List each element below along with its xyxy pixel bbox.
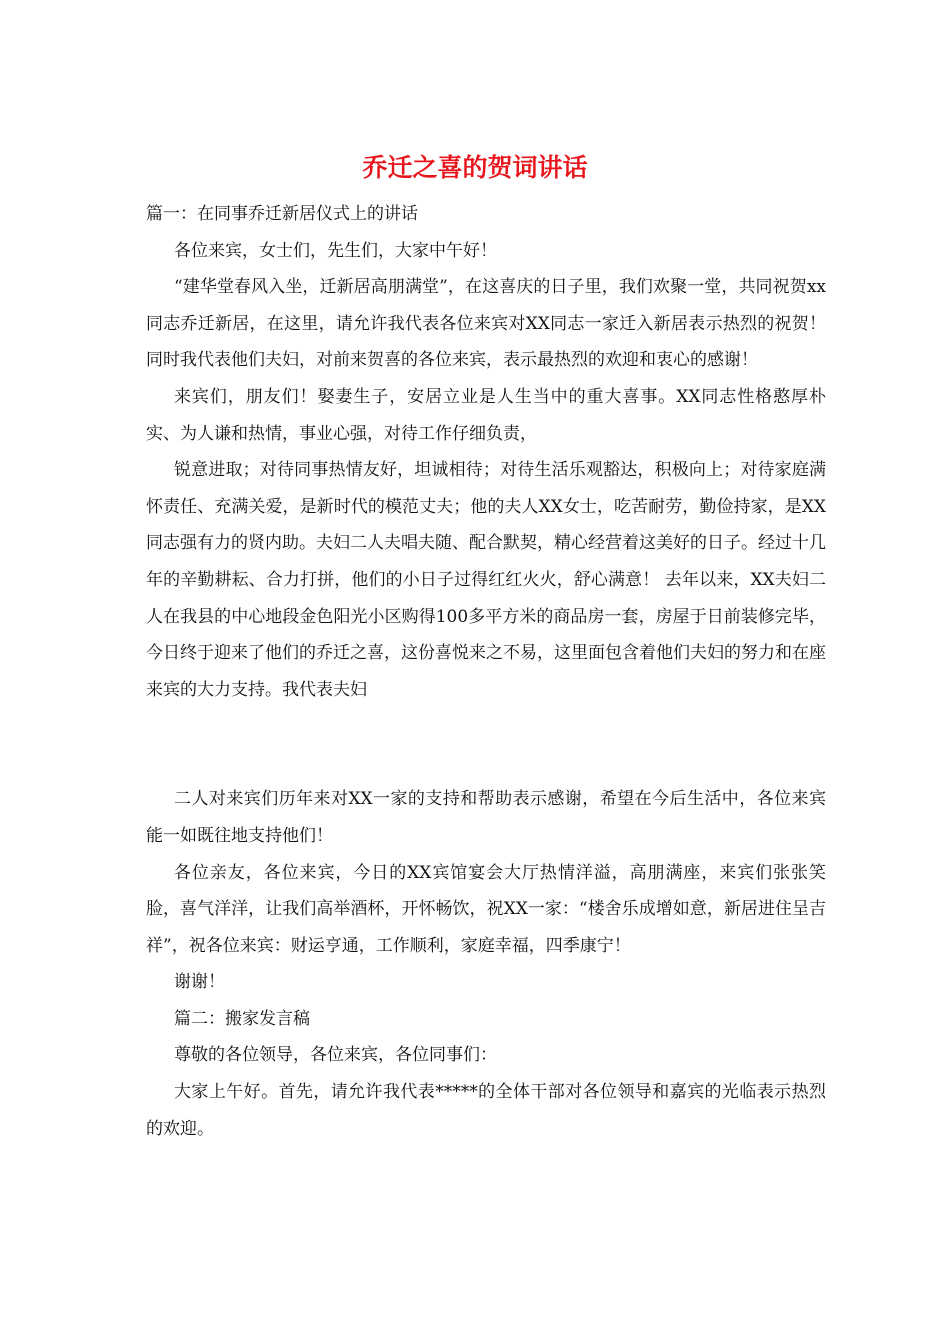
page-gap	[146, 708, 826, 781]
paragraph: 各位来宾，女士们，先生们，大家中午好！	[174, 240, 497, 261]
document-title: 乔迁之喜的贺词讲话	[362, 153, 588, 182]
paragraph: 尊敬的各位领导，各位来宾，各位同事们：	[174, 1045, 497, 1066]
paragraph: 二人对来宾们历年来对XX一家的支持和帮助表示感谢，希望在今后生活中，各位来宾能一如既往地支持他们！	[146, 789, 826, 846]
paragraph: 谢谢！	[174, 972, 225, 993]
paragraph: “建华堂春风入坐，迁新居高朋满堂”，在这喜庆的日子里，我们欢聚一堂，共同祝贺xx同志乔迁新居，在这里，请允许我代表各位来宾对XX同志一家迁入新居表示热烈的祝贺！同时我代表他们夫妇，对前来贺喜的各位来宾，表示最热烈的欢迎和衷心的感谢！	[146, 277, 826, 371]
paragraph: 大家上午好。首先，请允许我代表*****的全体干部对各位领导和嘉宾的光临表示热烈的欢迎。	[146, 1082, 826, 1139]
paragraph: 锐意进取；对待同事热情友好，坦诚相待；对待生活乐观豁达，积极向上；对待家庭满怀责任、充满关爱，是新时代的模范丈夫；他的夫人XX女士，吃苦耐劳，勤俭持家，是XX同志强有力的贤内助。夫妇二人夫唱夫随、配合默契，精心经营着这美好的日子。经过十几年的辛勤耕耘、合力打拼，他们的小日子过得红红火火，舒心满意！ 去年以来，XX夫妇二人在我县的中心地段金色阳光小区购得100多平方米的商品房一套，房屋于日前装修完毕，今日终于迎来了他们的乔迁之喜，这份喜悦来之不易，这里面包含着他们夫妇的努力和在座来宾的大力支持。我代表夫妇	[146, 460, 826, 700]
document-body	[146, 196, 826, 1147]
paragraph: 各位亲友，各位来宾，今日的XX宾馆宴会大厅热情洋溢，高朋满座，来宾们张张笑脸，喜气洋洋，让我们高举酒杯，开怀畅饮，祝XX一家：“楼舍乐成增如意，新居进住呈吉祥”，祝各位来宾：财运亨通，工作顺利，家庭幸福，四季康宁！	[146, 862, 826, 956]
paragraph: 来宾们，朋友们！娶妻生子，安居立业是人生当中的重大喜事。XX同志性格憨厚朴实、为人谦和热情，事业心强，对待工作仔细负责，	[146, 386, 826, 444]
section-heading-1: 篇一：在同事乔迁新居仪式上的讲话	[146, 204, 418, 224]
section-heading-2: 篇二：搬家发言稿	[174, 1008, 310, 1029]
